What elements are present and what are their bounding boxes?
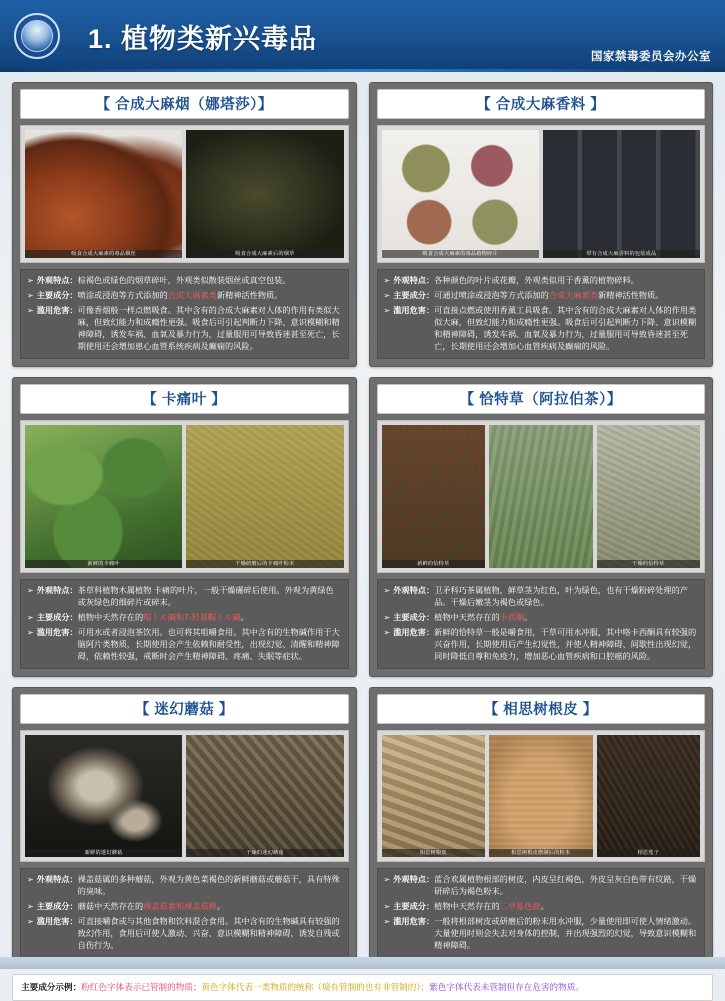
info-harm bbox=[384, 627, 699, 663]
card-photos bbox=[20, 125, 349, 263]
emblem-star-icon: ★ bbox=[32, 22, 42, 35]
info-harm bbox=[384, 305, 699, 353]
bullet-arrow-icon: ➢ bbox=[27, 628, 34, 637]
info-appearance bbox=[384, 874, 699, 898]
card-photos bbox=[377, 730, 706, 862]
ingredient-highlight: 合成大麻素类 bbox=[167, 291, 217, 300]
photo-caption: 吸食合成大麻素的毒品植物碎片 bbox=[382, 250, 539, 258]
photo-caption: 新鲜的卡痛叶 bbox=[25, 560, 182, 568]
bullet-arrow-icon: ➢ bbox=[383, 628, 391, 637]
bullet-arrow-icon: ➢ bbox=[383, 291, 391, 300]
photo-caption: 相思树根皮 bbox=[382, 849, 486, 857]
bullet-arrow-icon: ➢ bbox=[383, 917, 391, 926]
photo-caption: 相思莲子 bbox=[597, 849, 701, 857]
info-ingredient bbox=[27, 612, 342, 624]
label-appearance: 外观特点： bbox=[36, 586, 78, 595]
text-appearance: 茶草科植物木属植物 卡痛的叶片，一般干燥碾碎后使用。外观为黄绿色或灰绿色的细碎片或碎末。 bbox=[77, 586, 334, 607]
card-synthetic-cannabis-cigarette bbox=[12, 82, 357, 367]
cards-grid bbox=[0, 72, 725, 966]
label-harm: 滥用危害： bbox=[393, 306, 435, 315]
card-title-wrap bbox=[377, 694, 706, 724]
label-appearance: 外观特点： bbox=[393, 875, 435, 884]
photo-caption: 新鲜的迷幻蘑菇 bbox=[25, 849, 182, 857]
ingredient-highlight: 合成大麻素类 bbox=[548, 291, 598, 300]
card-info bbox=[377, 579, 706, 669]
info-appearance bbox=[27, 275, 342, 287]
photo-caption: 新鲜的恰特草 bbox=[382, 560, 486, 568]
card-info bbox=[20, 269, 349, 359]
text-harm: 一般将根部树皮或研磨后的粉末用水冲服，少量使用即可使人情绪激动。大量使用时则会失去对身体的控制，并出现强烈的幻觉，导致意识模糊和精神障碍。 bbox=[434, 917, 697, 950]
photo-caption: 吸食合成大麻素的毒品烟丝 bbox=[25, 250, 182, 258]
text-ingredient: 植物中天然存在的卡西酮。 bbox=[434, 613, 533, 622]
info-ingredient bbox=[27, 290, 342, 302]
photo-caption: 干燥的迷幻蘑菇 bbox=[186, 849, 343, 857]
page-title: 1. 植物类新兴毒品 bbox=[88, 23, 318, 54]
photo-khat-dried bbox=[597, 425, 701, 568]
text-harm: 可直接嚼食或与其他食物和饮料混合食用。其中含有的生物碱具有较强的致幻作用，食用后可使人激动、兴奋、意识模糊和精神障碍，诱发自残或自伤行为。 bbox=[77, 917, 340, 950]
card-title-wrap bbox=[20, 89, 349, 119]
card-kratom bbox=[12, 377, 357, 677]
photo-acacia-powder bbox=[489, 735, 593, 857]
info-ingredient bbox=[384, 290, 699, 302]
card-photos bbox=[20, 730, 349, 862]
card-acacia-root-bark bbox=[369, 687, 714, 966]
bullet-arrow-icon: ➢ bbox=[383, 613, 391, 622]
photo-acacia-bark bbox=[382, 735, 486, 857]
photo-synthetic-cannabis-shredded bbox=[25, 130, 182, 258]
bullet-arrow-icon: ➢ bbox=[27, 586, 34, 595]
label-ingredient: 主要成分： bbox=[393, 613, 435, 622]
card-photos bbox=[377, 420, 706, 573]
label-appearance: 外观特点： bbox=[393, 276, 435, 285]
legend-prefix: 主要成分示例： bbox=[21, 982, 82, 992]
text-ingredient: 植物中天然存在的二甲基色胺。 bbox=[434, 902, 549, 911]
label-appearance: 外观特点： bbox=[393, 586, 435, 595]
bullet-arrow-icon: ➢ bbox=[27, 291, 34, 300]
label-ingredient: 主要成分： bbox=[36, 902, 78, 911]
photo-mushroom-dried bbox=[186, 735, 343, 857]
text-harm: 可像香烟般一样点燃吸食。其中含有的合成大麻素对人体的作用有类似大麻，但致幻能力和成瘾性更强。吸食后可引起判断力下降、意识模糊和精神障碍，诱发车祸、血氧及暴力行为，过量服用可导致昏迷甚至死亡，长期使用还会增加患心血管系统疾病及癫痫的风险。 bbox=[77, 306, 340, 351]
photo-kratom-powder bbox=[186, 425, 343, 568]
bullet-arrow-icon: ➢ bbox=[383, 902, 391, 911]
photo-caption: 相思树根皮磨制后的粉末 bbox=[489, 849, 593, 857]
card-title: 【 相思树根皮 】 bbox=[483, 702, 598, 718]
photo-mushroom-fresh bbox=[25, 735, 182, 857]
photo-caption: 干燥的恰特草 bbox=[597, 560, 701, 568]
bullet-arrow-icon: ➢ bbox=[27, 875, 34, 884]
legend-purple: 紫色字体代表未管制但存在危害的物质。 bbox=[429, 982, 584, 992]
issuing-organization: 国家禁毒委员会办公室 bbox=[591, 51, 711, 63]
info-appearance bbox=[27, 585, 342, 609]
text-ingredient: 植物中天然存在的帽トル碱和7-羟基帽トル碱。 bbox=[77, 613, 249, 622]
card-photos bbox=[20, 420, 349, 573]
photo-khat-fresh-bundle bbox=[382, 425, 486, 568]
card-title: 【 迷幻蘑菇 】 bbox=[134, 702, 234, 718]
label-harm: 滥用危害： bbox=[393, 628, 435, 637]
card-info bbox=[20, 868, 349, 958]
label-harm: 滥用危害： bbox=[36, 628, 78, 637]
text-appearance: 裸盖菇属的多种蘑菇，外观为黄色菜褐色的新鲜蘑菇或蘑菇干，具有特殊的臭味。 bbox=[77, 875, 340, 896]
page-header bbox=[0, 0, 725, 72]
info-appearance bbox=[384, 275, 699, 287]
card-title: 【 恰特草（阿拉伯茶）】 bbox=[459, 392, 622, 408]
label-harm: 滥用危害： bbox=[36, 917, 78, 926]
ingredient-highlight: 二甲基色胺 bbox=[499, 902, 541, 911]
text-ingredient: 喷涂或浸泡等方式添加的合成大麻素类新精神活性物质。 bbox=[77, 291, 283, 300]
card-info bbox=[377, 269, 706, 359]
photo-caption: 吸食合成大麻素后的烟草 bbox=[186, 250, 343, 258]
card-title-wrap bbox=[377, 89, 706, 119]
text-harm: 新鲜的恰特草一般是嚼食用，干草可用水冲服，其中咯卡西酮具有较强的兴奋作用，长期使用后产生幻觉性，并使人精神障碍、间歇性出现幻觉，同时降低自尊和免疫力，增加恶心血管疾病和口腔癌的风险。 bbox=[434, 628, 697, 661]
label-ingredient: 主要成分： bbox=[36, 613, 78, 622]
text-ingredient: 蘑菇中天然存在的裸盖菇素和裸盖菇醇。 bbox=[77, 902, 226, 911]
bullet-arrow-icon: ➢ bbox=[27, 613, 34, 622]
info-appearance bbox=[384, 585, 699, 609]
bullet-arrow-icon: ➢ bbox=[27, 902, 34, 911]
bottom-bar bbox=[0, 957, 725, 969]
photo-caption: 干燥研磨后的卡痛叶粉末 bbox=[186, 560, 343, 568]
text-harm: 可直接点燃或使用香薰工具吸食。其中含有的合成大麻素对人体的作用类似大麻，但致幻能力和成瘾性更强。吸食后可引起判断力下降、意识模糊和精神障碍，诱发车祸、血氧及暴力行为，过量服用可导致昏迷甚至死亡，长期使用还会增加心血管疾病及癫痫的风险。 bbox=[434, 306, 697, 351]
header-accent-bar bbox=[0, 69, 725, 72]
card-title: 【 合成大麻烟（娜塔莎）】 bbox=[95, 97, 273, 113]
card-title-wrap bbox=[20, 384, 349, 414]
info-ingredient bbox=[27, 901, 342, 913]
bullet-arrow-icon: ➢ bbox=[383, 586, 391, 595]
card-info bbox=[20, 579, 349, 669]
card-magic-mushroom bbox=[12, 687, 357, 966]
info-harm bbox=[27, 627, 342, 663]
text-ingredient: 可通过喷涂或浸泡等方式添加的合成大麻素类新精神活性物质。 bbox=[434, 291, 664, 300]
ingredient-highlight: 帽トル碱和7-羟基帽トル碱 bbox=[143, 613, 241, 622]
info-appearance bbox=[27, 874, 342, 898]
text-appearance: 棕褐色或绿色的烟草碎叶，外观类似散装烟丝或真空包装。 bbox=[77, 276, 291, 285]
photo-khat-stems bbox=[489, 425, 593, 568]
label-appearance: 外观特点： bbox=[36, 875, 78, 884]
card-title-wrap bbox=[20, 694, 349, 724]
label-ingredient: 主要成分： bbox=[393, 902, 435, 911]
ingredient-highlight: 裸盖菇素和裸盖菇醇 bbox=[143, 902, 217, 911]
photo-spice-herbs bbox=[382, 130, 539, 258]
info-harm bbox=[27, 305, 342, 353]
photo-caption: 带有合成大麻香料的包装成品 bbox=[543, 250, 700, 258]
bullet-arrow-icon: ➢ bbox=[27, 917, 34, 926]
card-title: 【 合成大麻香料 】 bbox=[476, 97, 606, 113]
card-title: 【 卡痛叶 】 bbox=[142, 392, 227, 408]
legend-red: 粉红色字体表示已管制的物质； bbox=[81, 982, 202, 992]
police-emblem-icon bbox=[14, 13, 60, 59]
card-synthetic-cannabis-spice bbox=[369, 82, 714, 367]
label-harm: 滥用危害： bbox=[36, 306, 78, 315]
text-harm: 可用水或者浸泡茶饮用。也可将其咀嚼食用。其中含有的生物碱作用于大脑阿片类物质，长期使用会产生依赖和耐受性，出现幻觉、清醒和精神障碍，依赖性较强，戒断时会产生精神障碍、疼痛、失眠等症状。 bbox=[77, 628, 340, 661]
info-ingredient bbox=[384, 612, 699, 624]
bullet-arrow-icon: ➢ bbox=[27, 306, 34, 315]
card-info bbox=[377, 868, 706, 958]
photo-synthetic-cannabis-herb bbox=[186, 130, 343, 258]
info-harm bbox=[384, 916, 699, 952]
ingredient-highlight: 卡西酮 bbox=[499, 613, 525, 622]
text-appearance: 各种颜色的叶片或花瓣，外观类似用于香薰的植物碎料。 bbox=[434, 276, 639, 285]
photo-acacia-seeds bbox=[597, 735, 701, 857]
label-appearance: 外观特点： bbox=[36, 276, 78, 285]
text-appearance: 卫矛科巧茶属植物，鲜草茎为红色，叶为绿色，也有干燥粉碎处理的产品。干燥后嫩茎为褐色或绿色。 bbox=[434, 586, 688, 607]
info-harm bbox=[27, 916, 342, 952]
legend-footer bbox=[12, 974, 713, 1001]
info-ingredient bbox=[384, 901, 699, 913]
bullet-arrow-icon: ➢ bbox=[27, 276, 34, 285]
bullet-arrow-icon: ➢ bbox=[383, 875, 391, 884]
text-appearance: 蓝合欢属植物根部的树皮，内皮呈红褐色，外皮呈灰白色带有纹路，干燥研碎后为褐色粉末。 bbox=[434, 875, 697, 896]
label-harm: 滥用危害： bbox=[393, 917, 435, 926]
card-title-wrap bbox=[377, 384, 706, 414]
legend-yellow: 黄色字体代表一类物质的统称（境有管制的也有非管制的）； bbox=[201, 982, 430, 992]
bullet-arrow-icon: ➢ bbox=[383, 306, 391, 315]
label-ingredient: 主要成分： bbox=[393, 291, 435, 300]
photo-kratom-fresh-leaves bbox=[25, 425, 182, 568]
card-khat bbox=[369, 377, 714, 677]
bullet-arrow-icon: ➢ bbox=[383, 276, 391, 285]
photo-spice-packets bbox=[543, 130, 700, 258]
label-ingredient: 主要成分： bbox=[36, 291, 78, 300]
card-photos bbox=[377, 125, 706, 263]
